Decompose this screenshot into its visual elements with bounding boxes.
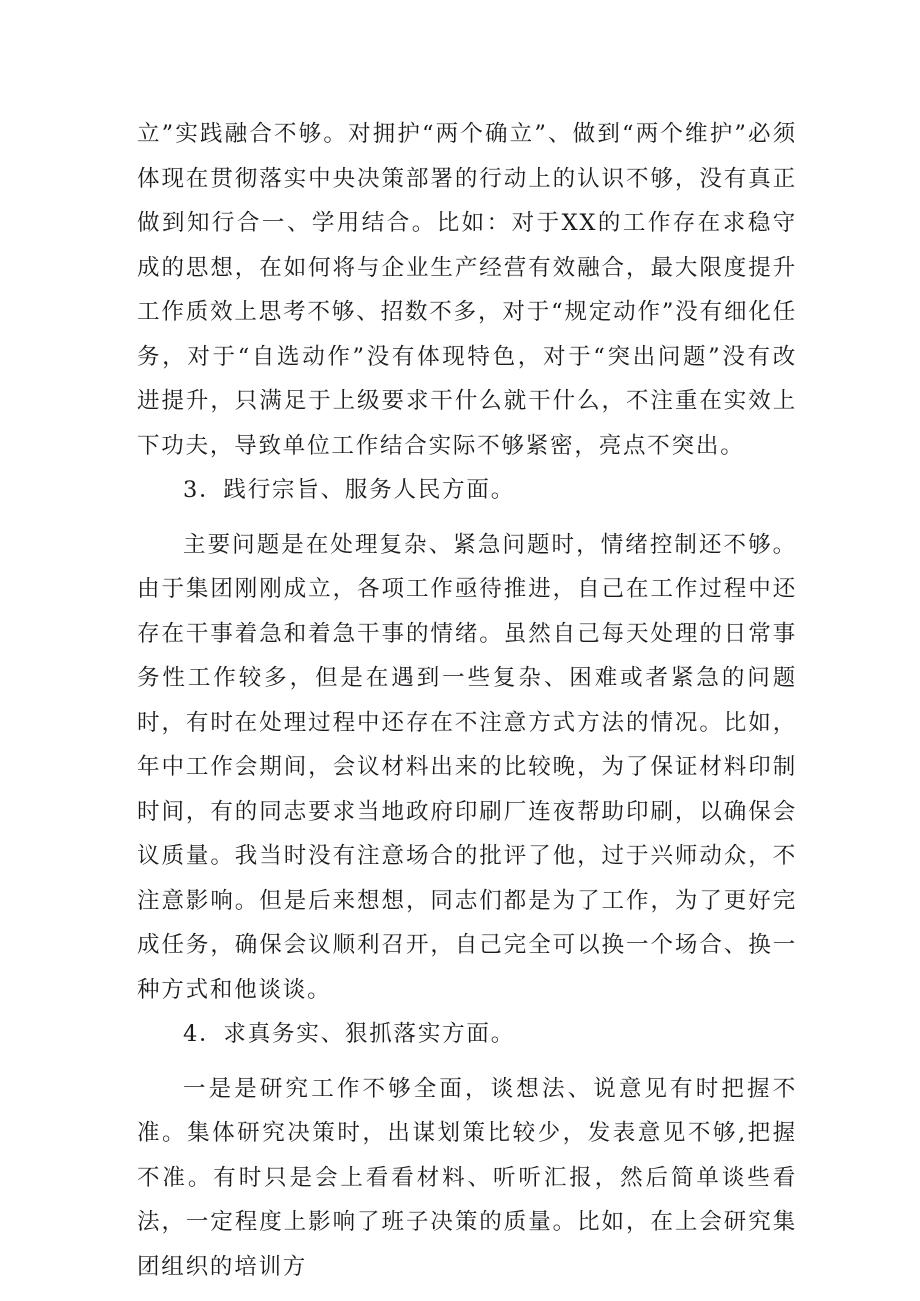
section-heading-4: 4．求真务实、狠抓落实方面。 (183, 1021, 516, 1047)
section-heading-3: 3．践行宗旨、服务人民方面。 (183, 477, 516, 503)
paragraph-continuation: 立”实践融合不够。对拥护“两个确立”、做到“两个维护”必须体现在贯彻落实中央决策部署的行动上的认识不够，没有真正做到知行合一、学用结合。比如：对于XX的工作存在求稳守成的思想，在如何将与企业生产经营有效融合，最大限度提升工作质效上思考不够、招数不多，对于“规定动作”没有细化任务，对于“自选动作”没有体现特色，对于“突出问题”没有改进提升，只满足于上级要求干什么就干什么，不注重在实效上下功夫，导致单位工作结合实际不够紧密，亮点不突出。 (137, 121, 797, 459)
paragraph-section-3: 主要问题是在处理复杂、紧急问题时，情绪控制还不够。由于集团刚刚成立，各项工作亟待推进，自己在工作过程中还存在干事着急和着急干事的情绪。虽然自己每天处理的日常事务性工作较多，但是在遇到一些复杂、困难或者紧急的问题时，有时在处理过程中还存在不注意方式方法的情况。比如，年中工作会期间，会议材料出来的比较晚，为了保证材料印制时间，有的同志要求当地政府印刷厂连夜帮助印刷，以确保会议质量。我当时没有注意场合的批评了他，过于兴师动众，不注意影响。但是后来想想，同志们都是为了工作，为了更好完成任务，确保会议顺利召开，自己完全可以换一个场合、换一种方式和他谈谈。 (137, 531, 797, 1003)
paragraph-section-4: 一是是研究工作不够全面，谈想法、说意见有时把握不准。集体研究决策时，出谋划策比较少，发表意见不够,把握不准。有时只是会上看看材料、听听汇报，然后简单谈些看法，一定程度上影响了班子决策的质量。比如，在上会研究集团组织的培训方 (137, 1075, 797, 1280)
document-body (137, 112, 797, 1289)
